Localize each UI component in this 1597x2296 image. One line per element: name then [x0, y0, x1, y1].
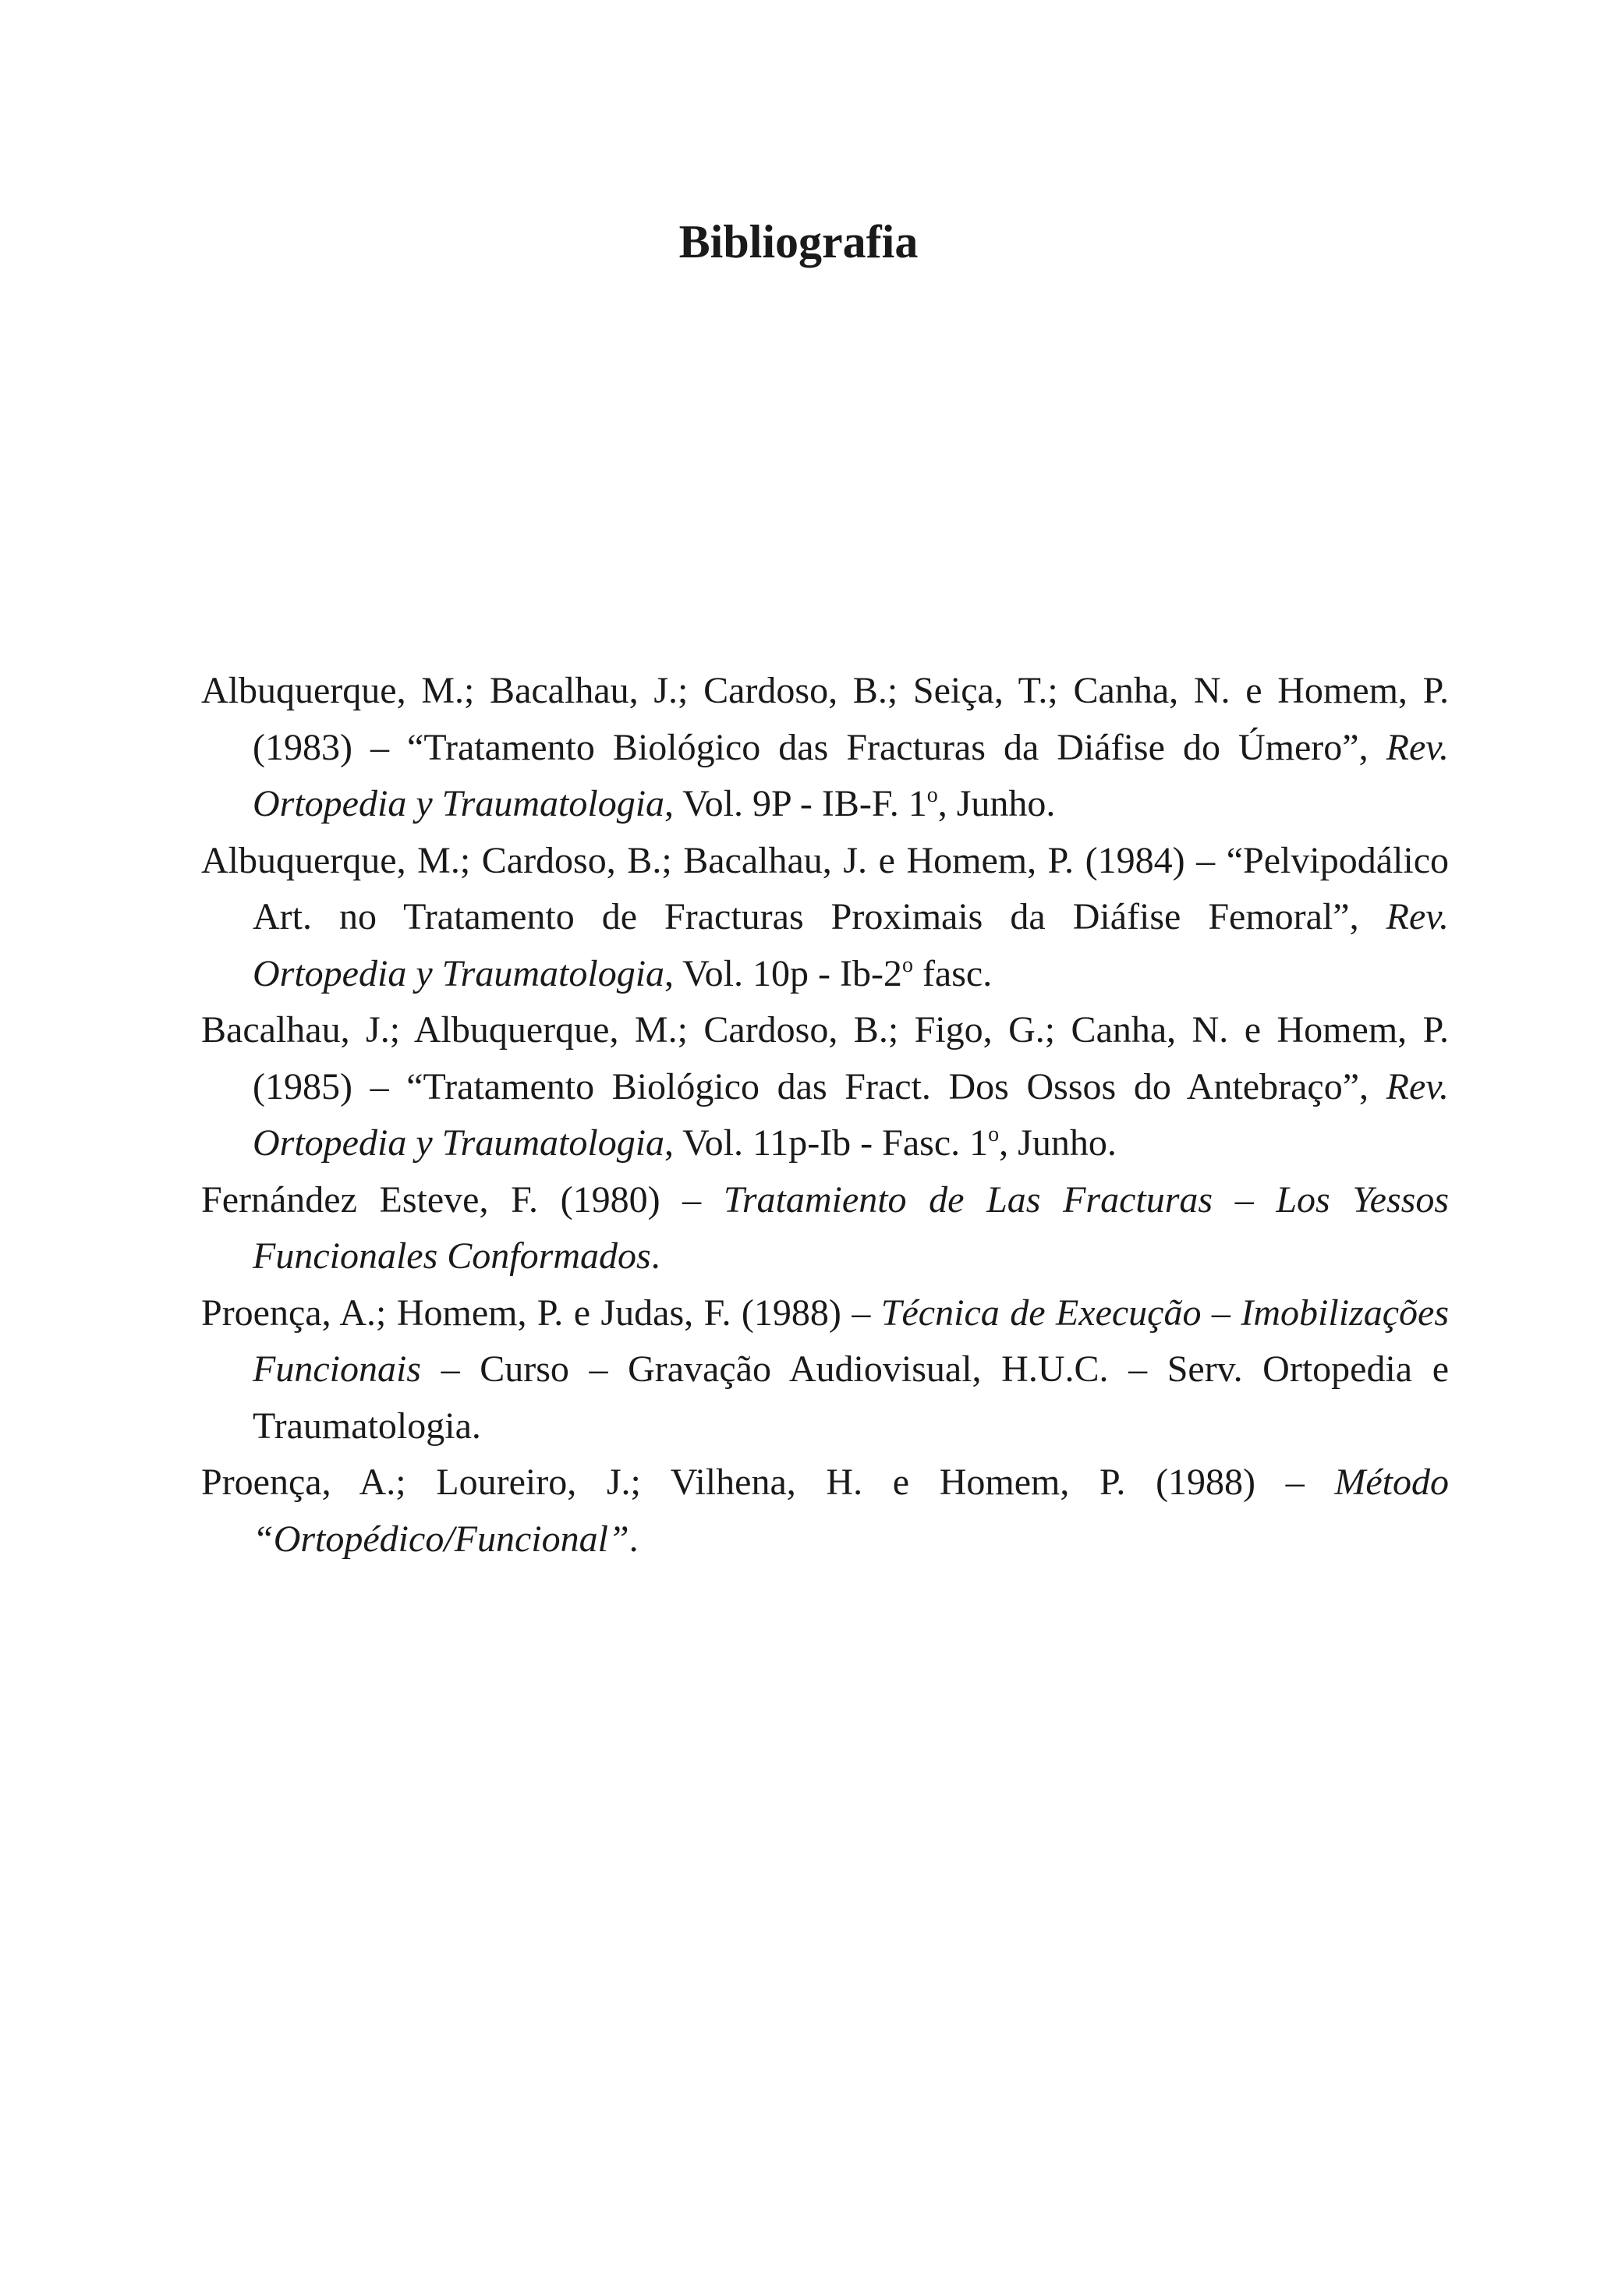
entry-tail: .: [629, 1518, 639, 1560]
entry-tail: fasc.: [912, 952, 993, 994]
entry-journal: Rev. Ortopedia y Traumatologia: [253, 726, 1449, 824]
entry-authors: Proença, A.; Homem, P. e Judas, F. (1988) –: [201, 1292, 881, 1334]
entry-authors: Albuquerque, M.; Cardoso, B.; Bacalhau, J. e Homem, P. (1984) –: [201, 839, 1227, 881]
entry-title: “Tratamento Biológico das Fracturas da Diáfise do Úmero”,: [407, 726, 1386, 768]
bibliography-entry: [201, 1285, 1449, 1455]
bibliography-entry: [201, 1002, 1449, 1172]
entry-details: , Vol. 9P - IB-F. 1: [664, 783, 927, 824]
entry-authors: Proença, A.; Loureiro, J.; Vilhena, H. e Homem, P. (1988) –: [201, 1462, 1335, 1503]
entry-italic-title: Técnica de Execução – Imobilizações Funcionais: [253, 1292, 1450, 1390]
entry-superscript: o: [926, 783, 938, 807]
entry-authors: Albuquerque, M.; Bacalhau, J.; Cardoso, B.; Seiça, T.; Canha, N. e Homem, P. (1983) –: [201, 670, 1449, 768]
entry-tail: .: [650, 1235, 660, 1277]
entry-italic-title: Método “Ortopédico/Funcional”: [253, 1462, 1449, 1560]
page-title: Bibliografia: [678, 216, 919, 268]
entry-authors: Fernández Esteve, F. (1980) –: [201, 1178, 724, 1221]
entry-title: “Pelvipodálico Art. no Tratamento de Fracturas Proximais da Diáfise Femoral”,: [253, 839, 1449, 937]
entry-authors: Bacalhau, J.; Albuquerque, M.; Cardoso, B.; Figo, G.; Canha, N. e Homem, P. (1985) –: [201, 1009, 1449, 1107]
entry-tail: , Junho.: [937, 783, 1056, 824]
bibliography-entry: [201, 833, 1449, 1003]
entry-superscript: o: [988, 1122, 1000, 1146]
bibliography-entry: [201, 663, 1449, 833]
bibliography-entry: [201, 1172, 1449, 1285]
entry-details: , Vol. 10p - Ib-2: [664, 952, 902, 994]
entry-tail: – Curso – Gravação Audiovisual, H.U.C. – Serv. Ortopedia e Traumatologia.: [253, 1348, 1449, 1447]
entry-superscript: o: [901, 952, 913, 977]
entry-details: , Vol. 11p-Ib - Fasc. 1: [664, 1122, 989, 1164]
entry-italic-title: Tratamiento de Las Fracturas – Los Yessos Funcionales Conformados: [253, 1178, 1450, 1277]
entry-journal: Rev. Ortopedia y Traumatologia: [253, 1065, 1450, 1164]
entry-tail: , Junho.: [999, 1122, 1117, 1164]
bibliography-list: [201, 663, 1449, 1568]
bibliography-entry: [201, 1454, 1449, 1568]
entry-journal: Rev. Ortopedia y Traumatologia: [253, 896, 1449, 994]
entry-title: “Tratamento Biológico das Fract. Dos Ossos do Antebraço”,: [406, 1065, 1386, 1107]
